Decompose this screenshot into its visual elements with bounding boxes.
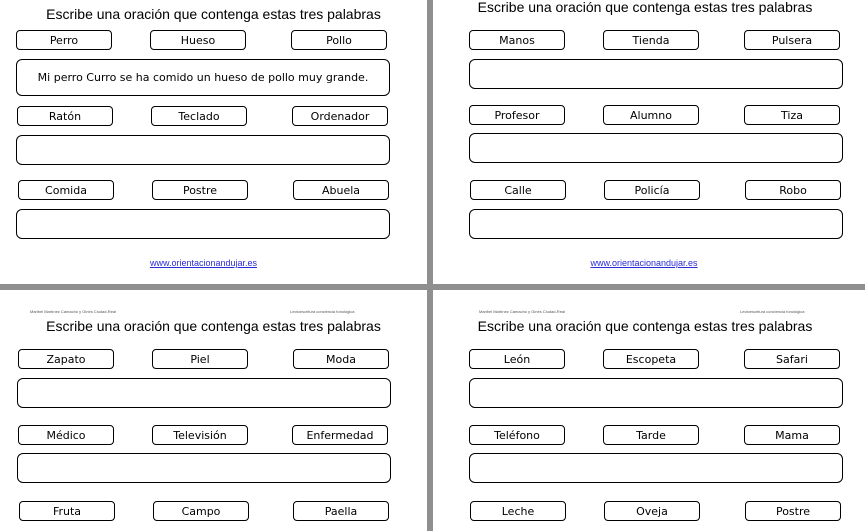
word-box: Manos	[469, 30, 565, 50]
sentence-answer-box[interactable]	[16, 135, 390, 165]
word-box: Perro	[16, 30, 112, 50]
sentence-answer-box[interactable]: Mi perro Curro se ha comido un hueso de pollo muy grande.	[16, 59, 390, 96]
word-box: Paella	[293, 501, 389, 521]
word-box: Profesor	[469, 105, 565, 125]
sentence-answer-box[interactable]	[16, 209, 390, 239]
word-box: Enfermedad	[292, 425, 388, 445]
word-box: Zapato	[18, 349, 114, 369]
word-box: Tarde	[603, 425, 699, 445]
page-title: Escribe una oración que contenga estas tres palabras	[477, 318, 813, 334]
word-box: Ordenador	[292, 106, 388, 126]
word-box: Ratón	[17, 106, 113, 126]
word-box: Postre	[745, 501, 841, 521]
sentence-answer-box[interactable]	[17, 378, 391, 408]
word-box: Moda	[293, 349, 389, 369]
word-box: Alumno	[603, 105, 699, 125]
word-box: Tienda	[603, 30, 699, 50]
word-box: Campo	[153, 501, 249, 521]
subject-header: Lectoescritura conciencia fonológica	[740, 309, 805, 314]
word-box: Oveja	[604, 501, 700, 521]
word-box: Robo	[745, 180, 841, 200]
worksheet-page-3	[0, 290, 427, 531]
word-box: León	[469, 349, 565, 369]
word-box: Postre	[152, 180, 248, 200]
author-header: Maribel Martínez Camacho y Ginés Ciudad-Real	[30, 309, 117, 314]
author-header: Maribel Martínez Camacho y Ginés Ciudad-Real	[479, 309, 566, 314]
word-box: Abuela	[293, 180, 389, 200]
worksheet-page-2	[433, 0, 865, 284]
page-title: Escribe una oración que contenga estas tres palabras	[46, 318, 381, 334]
sentence-answer-box[interactable]	[469, 133, 843, 163]
word-box: Mama	[744, 425, 840, 445]
word-box: Teclado	[151, 106, 247, 126]
word-box: Safari	[744, 349, 840, 369]
word-box: Escopeta	[603, 349, 699, 369]
word-box: Comida	[18, 180, 114, 200]
word-box: Policía	[604, 180, 700, 200]
word-box: Calle	[470, 180, 566, 200]
sentence-answer-box[interactable]	[17, 453, 391, 483]
word-box: Leche	[470, 501, 566, 521]
sentence-answer-box[interactable]	[469, 378, 843, 408]
page-title: Escribe una oración que contenga estas tres palabras	[477, 0, 813, 15]
worksheet-page-4	[433, 290, 865, 531]
website-link[interactable]: www.orientacionandujar.es	[590, 258, 698, 268]
word-box: Televisión	[152, 425, 248, 445]
word-box: Pollo	[291, 30, 387, 50]
sentence-answer-box[interactable]	[469, 453, 843, 483]
word-box: Hueso	[150, 30, 246, 50]
word-box: Médico	[18, 425, 114, 445]
word-box: Pulsera	[744, 30, 840, 50]
worksheet-page-1	[0, 0, 427, 284]
subject-header: Lectoescritura conciencia fonológica	[290, 309, 355, 314]
sentence-answer-box[interactable]	[469, 59, 843, 89]
page-title: Escribe una oración que contenga estas tres palabras	[46, 6, 381, 22]
sentence-answer-box[interactable]	[469, 209, 843, 239]
website-link[interactable]: www.orientacionandujar.es	[149, 258, 258, 268]
word-box: Fruta	[19, 501, 115, 521]
word-box: Tiza	[744, 105, 840, 125]
word-box: Piel	[152, 349, 248, 369]
word-box: Teléfono	[469, 425, 565, 445]
